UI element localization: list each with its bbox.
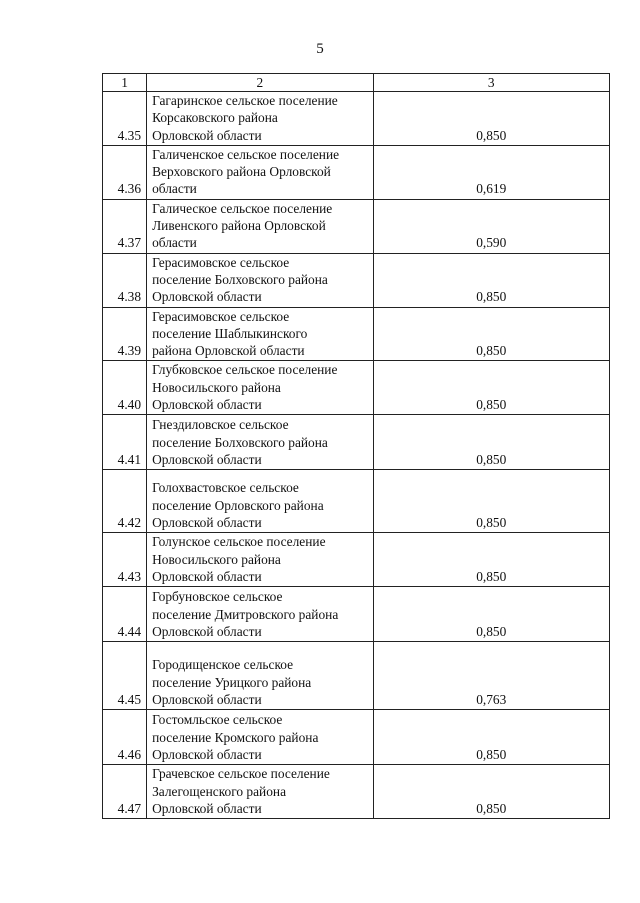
row-number-cell: 4.37 xyxy=(103,199,147,253)
table-row xyxy=(103,253,610,307)
row-number-cell: 4.40 xyxy=(103,361,147,415)
column-header-2: 2 xyxy=(147,74,373,92)
coefficient-value-cell: 0,850 xyxy=(373,415,609,470)
settlement-name-cell: Герасимовское сельское поселение Болховского района Орловской области xyxy=(147,253,373,307)
coefficient-value-cell: 0,850 xyxy=(373,92,609,146)
table-row xyxy=(103,199,610,253)
row-number-cell: 4.36 xyxy=(103,145,147,199)
table-row xyxy=(103,533,610,587)
settlement-name-cell: Гагаринское сельское поселение Корсаковского района Орловской области xyxy=(147,92,373,146)
coefficient-value-cell: 0,850 xyxy=(373,253,609,307)
page-number: 5 xyxy=(316,41,324,57)
table-row xyxy=(103,415,610,470)
settlement-name-cell: Горбуновское сельское поселение Дмитровского района Орловской области xyxy=(147,587,373,642)
row-number-cell: 4.41 xyxy=(103,415,147,470)
settlement-name-cell: Галиченское сельское поселение Верховского района Орловской области xyxy=(147,145,373,199)
table-header-row xyxy=(103,74,610,92)
data-table xyxy=(102,73,610,819)
table-row xyxy=(103,642,610,710)
table-row xyxy=(103,145,610,199)
row-number-cell: 4.42 xyxy=(103,470,147,533)
settlement-name-cell: Герасимовское сельское поселение Шаблыкинского района Орловской области xyxy=(147,307,373,361)
coefficient-value-cell: 0,590 xyxy=(373,199,609,253)
table-row xyxy=(103,92,610,146)
column-header-3: 3 xyxy=(373,74,609,92)
row-number-cell: 4.35 xyxy=(103,92,147,146)
settlement-name-cell: Голунское сельское поселение Новосильского района Орловской области xyxy=(147,533,373,587)
table-row xyxy=(103,710,610,765)
settlement-name-cell: Грачевское сельское поселение Залегощенского района Орловской области xyxy=(147,765,373,819)
table-row xyxy=(103,307,610,361)
coefficient-value-cell: 0,850 xyxy=(373,470,609,533)
row-number-cell: 4.46 xyxy=(103,710,147,765)
coefficient-value-cell: 0,850 xyxy=(373,765,609,819)
coefficient-value-cell: 0,850 xyxy=(373,587,609,642)
settlement-name-cell: Гнездиловское сельское поселение Болховского района Орловской области xyxy=(147,415,373,470)
row-number-cell: 4.47 xyxy=(103,765,147,819)
table-row xyxy=(103,470,610,533)
table-row xyxy=(103,765,610,819)
settlement-name-cell: Гостомльское сельское поселение Кромского района Орловской области xyxy=(147,710,373,765)
table-row xyxy=(103,361,610,415)
row-number-cell: 4.44 xyxy=(103,587,147,642)
column-header-1: 1 xyxy=(103,74,147,92)
row-number-cell: 4.39 xyxy=(103,307,147,361)
row-number-cell: 4.38 xyxy=(103,253,147,307)
row-number-cell: 4.43 xyxy=(103,533,147,587)
settlement-name-cell: Глубковское сельское поселение Новосильского района Орловской области xyxy=(147,361,373,415)
coefficient-value-cell: 0,850 xyxy=(373,710,609,765)
settlement-name-cell: Голохвастовское сельское поселение Орловского района Орловской области xyxy=(147,470,373,533)
row-number-cell: 4.45 xyxy=(103,642,147,710)
coefficient-value-cell: 0,619 xyxy=(373,145,609,199)
coefficient-value-cell: 0,850 xyxy=(373,307,609,361)
coefficient-value-cell: 0,763 xyxy=(373,642,609,710)
coefficient-value-cell: 0,850 xyxy=(373,361,609,415)
table-row xyxy=(103,587,610,642)
settlement-name-cell: Галическое сельское поселение Ливенского района Орловской области xyxy=(147,199,373,253)
coefficient-value-cell: 0,850 xyxy=(373,533,609,587)
table-body xyxy=(103,74,610,819)
settlement-name-cell: Городищенское сельское поселение Урицкого района Орловской области xyxy=(147,642,373,710)
